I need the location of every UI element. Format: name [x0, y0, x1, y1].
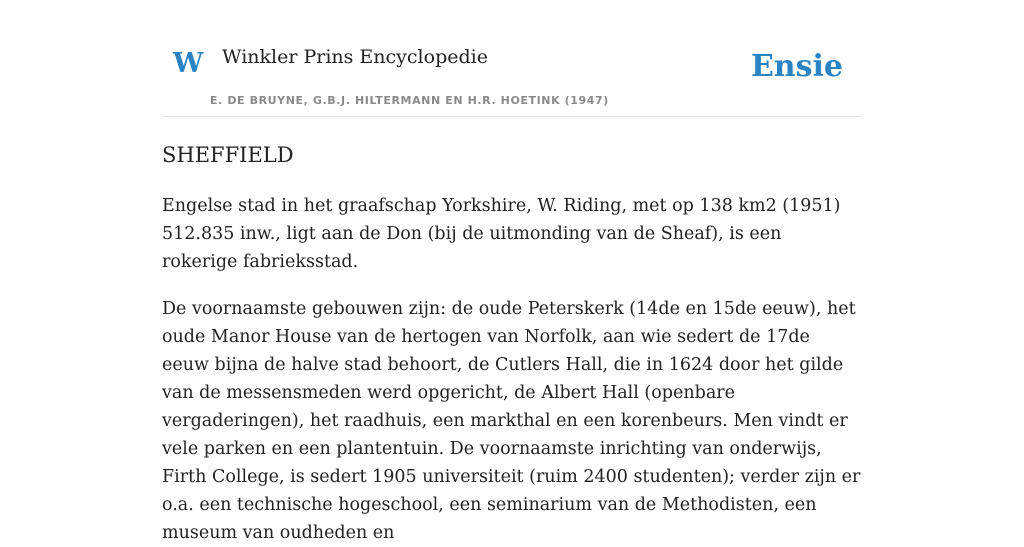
article: [162, 140, 862, 547]
source-authors: E. DE BRUYNE, G.B.J. HILTERMANN EN H.R. HOETINK (1947): [210, 94, 609, 107]
ensie-logo-link[interactable]: Ensie: [750, 49, 843, 84]
encyclopedia-logo-icon[interactable]: W: [173, 48, 204, 79]
site-header: [162, 0, 862, 117]
page-title: SHEFFIELD: [162, 143, 294, 167]
article-paragraph: Engelse stad in het graafschap Yorkshire, W. Riding, met op 138 km2 (1951) 512.835 inw., ligt aan de Don (bij de uitmonding van de Sheaf), is een rokerige fabrieksstad.: [162, 196, 841, 272]
article-paragraph: De voornaamste gebouwen zijn: de oude Peterskerk (14de en 15de eeuw), het oude Manor House van de hertogen van Norfolk, aan wie sedert de 17de eeuw bijna de halve stad behoort, de Cutlers Hall, die in 1624 door het gilde van de messensmeden werd opgericht, de Albert Hall (openbare vergaderingen), het raadhuis, een markthal en een korenbeurs. Men vindt er vele parken en een plantentuin. De voornaamste inrichting van onderwijs, Firth College, is sedert 1905 universiteit (ruim 2400 studenten); verder zijn er o.a. een technische hogeschool, een seminarium van de Methodisten, een museum van oudheden en: [162, 299, 861, 543]
source-title-link[interactable]: Winkler Prins Encyclopedie: [222, 46, 488, 68]
